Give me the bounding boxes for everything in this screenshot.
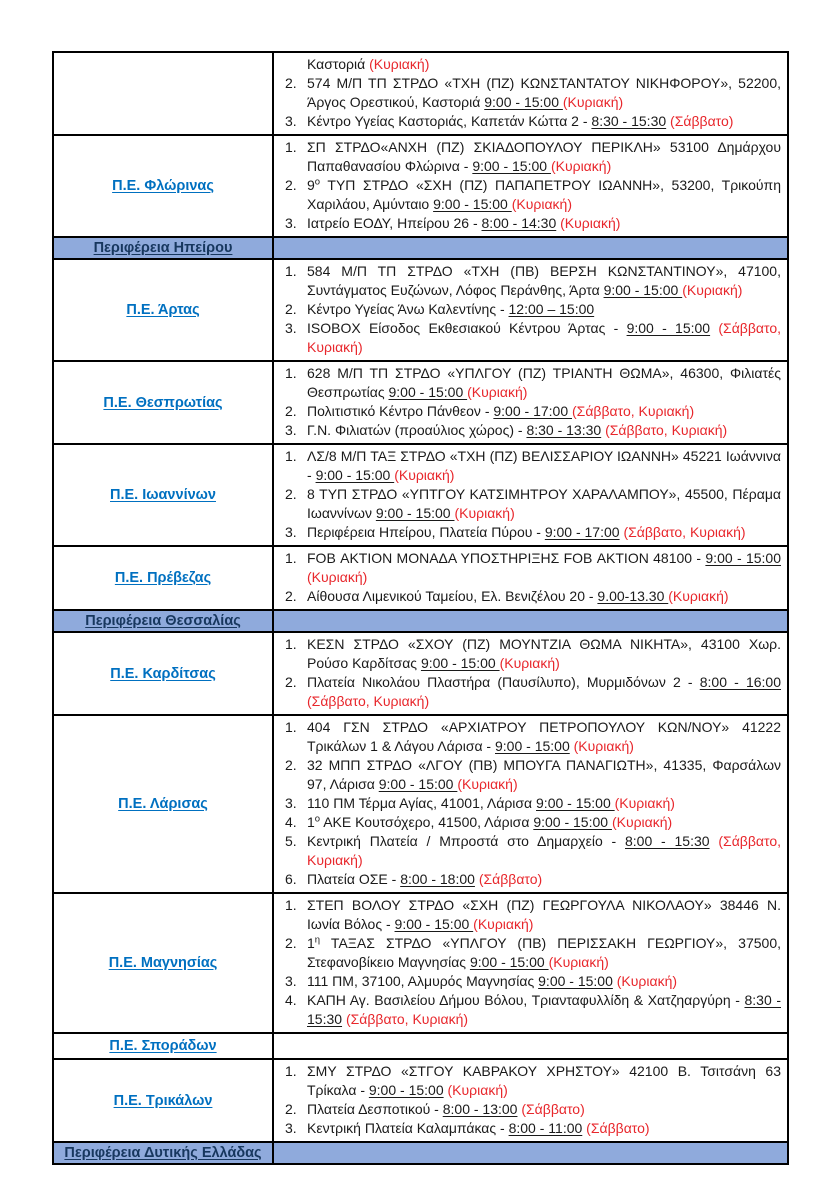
item-text: Πλατεία Δεσποτικού - 8:00 - 13:00 (Σάββατο) [307, 1101, 585, 1117]
item-text: ΛΣ/8 Μ/Π ΤΑΞ ΣΤΡΔΟ «ΤΧΗ (ΠΖ) ΒΕΛΙΣΣΑΡΙΟΥ ΙΩΑΝΝΗ» 45221 Ιωάννινα - 9:00 - 15:00 (Κυριακή) [307, 448, 781, 483]
section-banner-cell [53, 1142, 273, 1164]
item-text: Κεντρική Πλατεία / Μπροστά στο Δημαρχείο - 8:00 - 15:30 (Σάββατο, Κυριακή) [307, 833, 781, 868]
location-item [274, 1100, 781, 1119]
item-number: 4. [285, 814, 297, 830]
region-row [53, 1059, 788, 1142]
item-number: 2. [285, 757, 297, 773]
region-row [53, 546, 788, 610]
location-item [274, 1119, 781, 1138]
item-number: 2. [285, 588, 297, 604]
locations-table-body [53, 52, 788, 1164]
item-number: 3. [285, 422, 297, 438]
location-item [274, 55, 781, 74]
location-item [274, 896, 781, 934]
item-number: 3. [285, 795, 297, 811]
section-banner-spacer [273, 237, 788, 259]
region-cell [53, 259, 273, 361]
location-item [274, 300, 781, 319]
item-number: 2. [285, 177, 297, 193]
item-text: 628 Μ/Π ΤΠ ΣΤΡΔΟ «ΥΠΛΓΟΥ (ΠΖ) ΤΡΙΑΝΤΗ ΘΩΜΑ», 46300, Φιλιατές Θεσπρωτίας 9:00 - 15:00 (Κυριακή) [307, 365, 781, 400]
region-cell [53, 52, 273, 135]
item-text: FOB ΑΚΤΙΟΝ ΜΟΝΑΔΑ ΥΠΟΣΤΗΡΙΞΗΣ FOB ΑΚΤΙΟΝ 48100 - 9:00 - 15:00 (Κυριακή) [307, 550, 781, 585]
section-banner-cell [53, 610, 273, 632]
item-text: Κεντρική Πλατεία Καλαμπάκας - 8:00 - 11:00 (Σάββατο) [307, 1120, 650, 1136]
item-text: ΚΕΣΝ ΣΤΡΔΟ «ΣΧΟΥ (ΠΖ) ΜΟΥΝΤΖΙΑ ΘΩΜΑ ΝΙΚΗΤΑ», 43100 Χωρ. Ρούσο Καρδίτσας 9:00 - 15:00 (Κυριακή) [307, 636, 781, 671]
region-row [53, 259, 788, 361]
location-item [274, 138, 781, 176]
locations-cell [273, 715, 788, 893]
item-text: 8 ΤΥΠ ΣΤΡΔΟ «ΥΠΤΓΟΥ ΚΑΤΣΙΜΗΤΡΟΥ ΧΑΡΑΛΑΜΠΟΥ», 45500, Πέραμα Ιωαννίνων 9:00 - 15:00 (Κυριακή) [307, 486, 781, 521]
location-item [274, 1062, 781, 1100]
item-text: Κέντρο Υγείας Άνω Καλεντίνης - 12:00 – 15:00 [307, 301, 595, 317]
region-row [53, 135, 788, 237]
item-number: 1. [285, 365, 297, 381]
item-number: 2. [285, 301, 297, 317]
item-text: Γ.Ν. Φιλιατών (προαύλιος χώρος) - 8:30 - 13:30 (Σάββατο, Κυριακή) [307, 422, 728, 438]
item-text: Καστοριά (Κυριακή) [307, 56, 430, 72]
region-link[interactable]: Π.Ε. Άρτας [126, 302, 200, 318]
section-banner-label: Περιφέρεια Ηπείρου [93, 240, 233, 256]
item-number: 5. [285, 833, 297, 849]
item-text: Ιατρείο ΕΟΔΥ, Ηπείρου 26 - 8:00 - 14:30 (Κυριακή) [307, 215, 621, 231]
item-text: 584 Μ/Π ΤΠ ΣΤΡΔΟ «ΤΧΗ (ΠΒ) ΒΕΡΣΗ ΚΩΝΣΤΑΝΤΙΝΟΥ», 47100, Συντάγματος Ευζώνων, Λόφος Περάνθης, Άρτα 9:00 - 15:00 (Κυριακή) [307, 263, 781, 298]
item-text: Αίθουσα Λιμενικού Ταμείου, Ελ. Βενιζέλου 20 - 9.00-13.30 (Κυριακή) [307, 588, 729, 604]
item-text: Πλατεία ΟΣΕ - 8:00 - 18:00 (Σάββατο) [307, 871, 543, 887]
item-number: 3. [285, 320, 297, 336]
locations-cell [273, 893, 788, 1033]
region-link[interactable]: Π.Ε. Λάρισας [118, 796, 208, 812]
location-item [274, 74, 781, 112]
region-link[interactable]: Π.Ε. Καρδίτσας [110, 665, 216, 682]
section-banner-label: Περιφέρεια Θεσσαλίας [85, 613, 241, 629]
locations-cell [273, 546, 788, 610]
item-number: 2. [285, 935, 297, 951]
section-banner-spacer [273, 1142, 788, 1164]
locations-cell [273, 1059, 788, 1142]
locations-cell [273, 52, 788, 135]
location-item [274, 421, 781, 440]
section-banner-cell [53, 237, 273, 259]
region-row [53, 715, 788, 893]
region-cell [53, 1059, 273, 1142]
vaccination-locations-table [52, 51, 789, 1165]
item-text: Πλατεία Νικολάου Πλαστήρα (Παυσίλυπο), Μυρμιδόνων 2 - 8:00 - 16:00 (Σάββατο, Κυριακή) [307, 674, 781, 709]
item-number: 3. [285, 113, 297, 129]
item-number: 1. [285, 263, 297, 279]
region-link[interactable]: Π.Ε. Σποράδων [109, 1038, 217, 1054]
section-banner-row [53, 237, 788, 259]
region-link[interactable]: Π.Ε. Πρέβεζας [114, 570, 212, 586]
item-text: 574 Μ/Π ΤΠ ΣΤΡΔΟ «ΤΧΗ (ΠΖ) ΚΩΝΣΤΑΝΤΑΤΟΥ ΝΙΚΗΦΟΡΟΥ», 52200, Άργος Ορεστικού, Καστοριά 9:00 - 15:00 (Κυριακή) [307, 75, 781, 110]
item-number: 1. [285, 636, 297, 652]
region-cell [53, 715, 273, 893]
region-row [53, 52, 788, 135]
region-cell [53, 546, 273, 610]
item-number: 2. [285, 1101, 297, 1117]
region-row [53, 893, 788, 1033]
location-item [274, 832, 781, 870]
region-link[interactable]: Π.Ε. Φλώρινας [112, 178, 214, 194]
region-link[interactable]: Π.Ε. Μαγνησίας [108, 955, 218, 971]
item-text: ΣΤΕΠ ΒΟΛΟΥ ΣΤΡΔΟ «ΣΧΗ (ΠΖ) ΓΕΩΡΓΟΥΛΑ ΝΙΚΟΛΑΟΥ» 38446 Ν. Ιωνία Βόλος - 9:00 - 15:00 (Κυριακή) [307, 897, 781, 932]
locations-cell [273, 259, 788, 361]
item-text: 404 ΓΣΝ ΣΤΡΔΟ «ΑΡΧΙΑΤΡΟΥ ΠΕΤΡΟΠΟΥΛΟΥ ΚΩΝ/ΝΟΥ» 41222 Τρικάλων 1 & Λάγου Λάρισα - 9:00 - 15:00 (Κυριακή) [307, 719, 781, 754]
item-number: 2. [285, 674, 297, 690]
region-link[interactable]: Π.Ε. Θεσπρωτίας [103, 394, 223, 411]
item-text: ΚΑΠΗ Αγ. Βασιλείου Δήμου Βόλου, Τριανταφυλλίδη & Χατζηαργύρη - 8:30 - 15:30 (Σάββατο, Κυριακή) [307, 992, 781, 1027]
region-row [53, 1033, 788, 1059]
region-cell [53, 135, 273, 237]
locations-cell [273, 135, 788, 237]
item-number: 3. [285, 215, 297, 231]
location-item [274, 364, 781, 402]
item-text: ΣΜΥ ΣΤΡΔΟ «ΣΤΓΟΥ ΚΑΒΡΑΚΟΥ ΧΡΗΣΤΟΥ» 42100 Β. Τσιτσάνη 63 Τρίκαλα - 9:00 - 15:00 (Κυριακή) [307, 1063, 781, 1098]
location-item [274, 934, 781, 972]
location-item [274, 112, 781, 131]
item-text: 32 ΜΠΠ ΣΤΡΔΟ «ΛΓΟΥ (ΠΒ) ΜΠΟΥΓΑ ΠΑΝΑΓΙΩΤΗ», 41335, Φαρσάλων 97, Λάρισα 9:00 - 15:00 (Κυριακή) [307, 757, 781, 792]
item-text: Πολιτιστικό Κέντρο Πάνθεον - 9:00 - 17:00 (Σάββατο, Κυριακή) [307, 403, 695, 419]
location-item [274, 794, 781, 813]
item-number: 1. [285, 448, 297, 464]
section-banner-label: Περιφέρεια Δυτικής Ελλάδας [64, 1145, 262, 1161]
region-cell [53, 893, 273, 1033]
item-text: $9^o$ ΤΥΠ ΣΤΡΔΟ «ΣΧΗ (ΠΖ) ΠΑΠΑΠΕΤΡΟΥ ΙΩΑΝΝΗ», 53200, Τρικούπη Χαριλάου, Αμύνταιο 9:00 - 15:00 (Κυριακή) [307, 176, 781, 212]
item-text: Κέντρο Υγείας Καστοριάς, Καπετάν Κώττα 2 - 8:30 - 15:30 (Σάββατο) [307, 113, 734, 129]
item-number: 4. [285, 992, 297, 1008]
item-number: 3. [285, 524, 297, 540]
item-number: 1. [285, 897, 297, 913]
location-item [274, 756, 781, 794]
location-item [274, 972, 781, 991]
location-item [274, 262, 781, 300]
region-cell [53, 361, 273, 444]
locations-cell [273, 1033, 788, 1059]
region-row [53, 361, 788, 444]
locations-cell [273, 444, 788, 546]
item-number: 1. [285, 139, 297, 155]
location-item [274, 176, 781, 214]
section-banner-row [53, 1142, 788, 1164]
item-number: 2. [285, 75, 297, 91]
item-number: 1. [285, 1063, 297, 1079]
location-item [274, 587, 781, 606]
location-item [274, 485, 781, 523]
item-number: 2. [285, 403, 297, 419]
item-number: 6. [285, 871, 297, 887]
item-number: 3. [285, 1120, 297, 1136]
region-cell [53, 444, 273, 546]
item-text: 111 ΠΜ, 37100, Αλμυρός Μαγνησίας 9:00 - 15:00 (Κυριακή) [307, 973, 678, 989]
item-number: 1. [285, 719, 297, 735]
item-text: 110 ΠΜ Τέρμα Αγίας, 41001, Λάρισα 9:00 - 15:00 (Κυριακή) [307, 795, 675, 811]
section-banner-row [53, 610, 788, 632]
location-item [274, 523, 781, 542]
locations-cell [273, 361, 788, 444]
location-item [274, 635, 781, 673]
location-item [274, 447, 781, 485]
item-text: ΣΠ ΣΤΡΔΟ«ΑΝΧΗ (ΠΖ) ΣΚΙΑΔΟΠΟΥΛΟΥ ΠΕΡΙΚΛΗ» 53100 Δημάρχου Παπαθανασίου Φλώρινα - 9:00 - 15:00 (Κυριακή) [307, 139, 781, 174]
location-item [274, 813, 781, 832]
item-number: 3. [285, 973, 297, 989]
section-banner-spacer [273, 610, 788, 632]
item-text: Περιφέρεια Ηπείρου, Πλατεία Πύρου - 9:00 - 17:00 (Σάββατο, Κυριακή) [307, 524, 746, 540]
location-item [274, 991, 781, 1029]
item-number: 1. [285, 550, 297, 566]
location-item [274, 673, 781, 711]
region-cell [53, 632, 273, 715]
item-number: 2. [285, 486, 297, 502]
item-text: $1^o$ ΑΚΕ Κουτσόχερο, 41500, Λάρισα 9:00 - 15:00 (Κυριακή) [307, 813, 673, 830]
location-item [274, 319, 781, 357]
region-link[interactable]: Π.Ε. Ιωαννίνων [110, 487, 216, 503]
item-text: ISOBOX Είσοδος Εκθεσιακού Κέντρου Άρτας - 9:00 - 15:00 (Σάββατο, Κυριακή) [307, 320, 781, 355]
locations-cell [273, 632, 788, 715]
region-cell [53, 1033, 273, 1059]
region-link[interactable]: Π.Ε. Τρικάλων [113, 1092, 213, 1109]
item-text: $1^\eta$ ΤΑΞΑΣ ΣΤΡΔΟ «ΥΠΛΓΟΥ (ΠΒ) ΠΕΡΙΣΣΑΚΗ ΓΕΩΡΓΙΟΥ», 37500, Στεφανοβίκειο Μαγνησίας 9:00 - 15:00 (Κυριακή) [307, 934, 781, 970]
location-item [274, 214, 781, 233]
location-item [274, 870, 781, 889]
region-row [53, 444, 788, 546]
location-item [274, 718, 781, 756]
location-item [274, 549, 781, 587]
region-row [53, 632, 788, 715]
location-item [274, 402, 781, 421]
